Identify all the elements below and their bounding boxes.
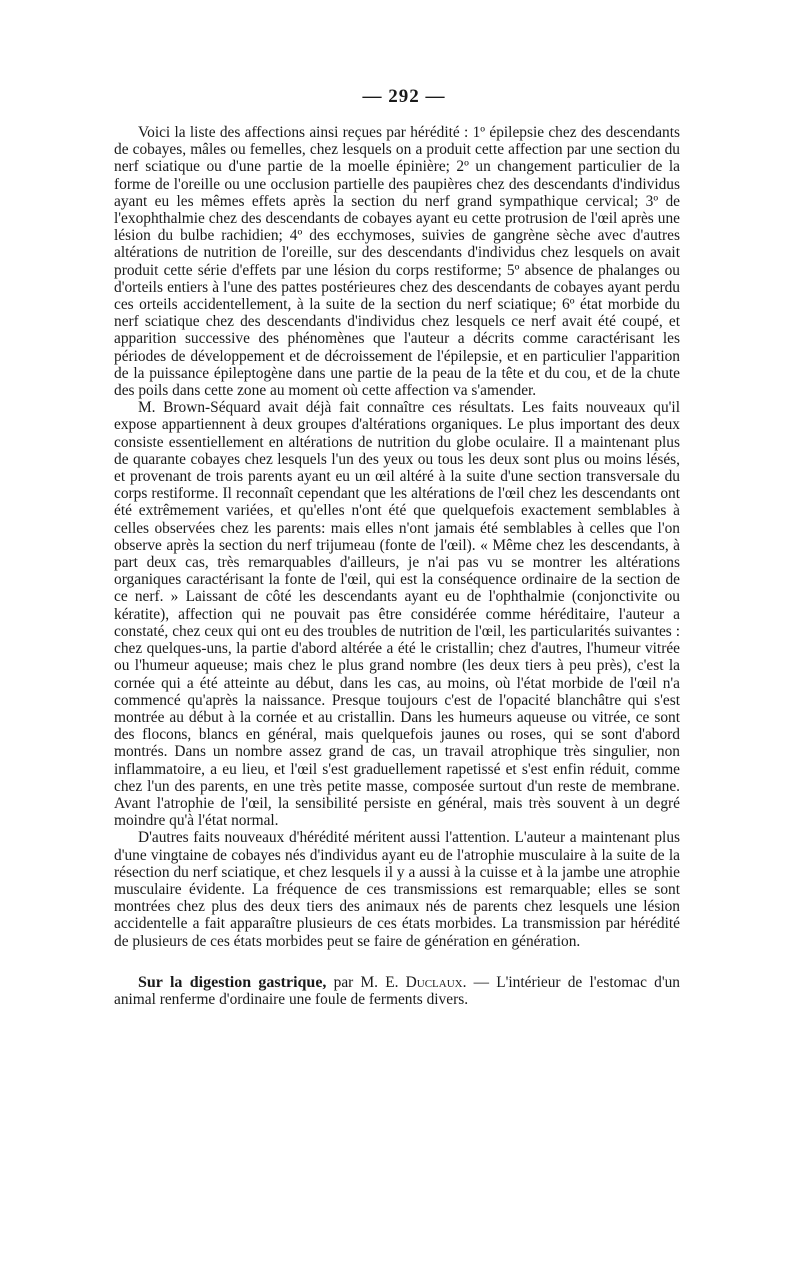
section-gastric-digestion bbox=[114, 974, 680, 1008]
paragraph-heredity-list: Voici la liste des affections ainsi reçues par hérédité : 1º épilepsie chez des descendants de cobayes, mâles ou femelles, chez lesquels on a produit cette affection par une section du nerf sciatique ou d'une partie de la moelle épinière; 2º un changement particulier de la forme de l'oreille ou une occlusion partielle des paupières chez des descendants d'individus ayant eu les mêmes effets après la section du nerf grand sympathique cervical; 3º de l'exophthalmie chez des descendants de cobayes ayant eu cette protrusion de l'œil après une lésion du bulbe rachidien; 4º des ecchymoses, suivies de gangrène sèche avec d'autres altérations de nutrition de l'oreille, sur des descendants d'individus chez lesquels on avait produit cette série d'effets par une lésion du corps restiforme; 5º absence de phalanges ou d'orteils entiers à l'une des pattes postérieures chez des descendants de cobayes ayant perdu ces orteils accidentellement, à la suite de la section du nerf sciatique; 6º état morbide du nerf sciatique chez des descendants d'individus chez lesquels ce nerf avait été coupé, et apparition successive des phénomènes que l'auteur a décrits comme caractérisant les périodes de développement et de décroissement de l'épilepsie, et en particulier l'apparition de la puissance épileptogène dans une partie de la peau de la tête et du cou, et de la chute des poils dans cette zone au moment où cette affection va s'amender. bbox=[114, 124, 680, 400]
section-author: Duclaux bbox=[405, 973, 463, 991]
section-title: Sur la digestion gastrique, bbox=[138, 973, 327, 991]
paragraph-muscular-atrophy: D'autres faits nouveaux d'hérédité méritent aussi l'attention. L'auteur a maintenant plus d'une vingtaine de cobayes nés d'individus ayant eu de l'atrophie musculaire à la suite de la résection du nerf sciatique, et chez lesquels il y a aussi à la cuisse et à la jambe une atrophie musculaire évidente. La fréquence de ces transmissions est remarquable; elles se sont montrées chez plus des deux tiers des animaux nés de parents chez lesquels une lésion accidentelle a fait apparaître plusieurs de ces états morbides. La transmission par hérédité de plusieurs de ces états morbides peut se faire de génération en génération. bbox=[114, 829, 680, 950]
section-byline: par M. E. bbox=[326, 973, 406, 991]
section-text: . — L'intérieur de l'estomac d'un animal renferme d'ordinaire une foule de ferments divers. bbox=[114, 973, 680, 1008]
book-page bbox=[114, 84, 680, 1008]
paragraph-eye-alterations: M. Brown-Séquard avait déjà fait connaître ces résultats. Les faits nouveaux qu'il expose appartiennent à deux groupes d'altérations organiques. Le plus important des deux consiste essentiellement en altérations de nutrition du globe oculaire. Il a maintenant plus de quarante cobayes chez lesquels l'un des yeux ou tous les deux sont plus ou moins lésés, et provenant de trois parents ayant eu un œil altéré à la suite d'une section transversale du corps restiforme. Il reconnaît cependant que les altérations de l'œil chez les descendants ont été extrêmement variées, et qu'elles n'ont été que quelquefois exactement semblables à celles observées chez les parents: mais elles n'ont jamais été semblables à celles que l'on observe après la section du nerf trijumeau (fonte de l'œil). « Même chez les descendants, à part deux cas, très remarquables d'ailleurs, je n'ai pas vu se montrer les altérations organiques caractérisant la fonte de l'œil, qui est la conséquence ordinaire de la section de ce nerf. » Laissant de côté les descendants ayant eu de l'ophthalmie (conjonctivite ou kératite), affection qui ne pouvait pas être considérée comme héréditaire, l'auteur a constaté, chez ceux qui ont eu des troubles de nutrition de l'œil, les particularités suivantes : chez quelques-uns, la partie d'abord altérée a été le cristallin; chez d'autres, l'humeur vitrée ou l'humeur aqueuse; mais chez le plus grand nombre (les deux tiers à peu près), c'est la cornée qui a été atteinte au début, dans les cas, au moins, où l'état morbide de l'œil n'a commencé qu'après la naissance. Presque toujours c'est de l'opacité blanchâtre qui s'est montrée au début à la cornée et au cristallin. Dans les humeurs aqueuse ou vitrée, ce sont des flocons, blancs en général, mais quelquefois jaunes ou roses, qui se sont d'abord montrés. Dans un nombre assez grand de cas, un travail atrophique très singulier, non inflammatoire, a eu lieu, et l'œil s'est graduellement rapetissé et s'est enfin réduit, comme chez l'un des parents, en une très petite masse, composée surtout d'un reste de membrane. Avant l'atrophie de l'œil, la sensibilité persiste en général, mais très souvent à un degré moindre qu'à l'état normal. bbox=[114, 399, 680, 830]
page-number: — 292 — bbox=[362, 86, 446, 107]
